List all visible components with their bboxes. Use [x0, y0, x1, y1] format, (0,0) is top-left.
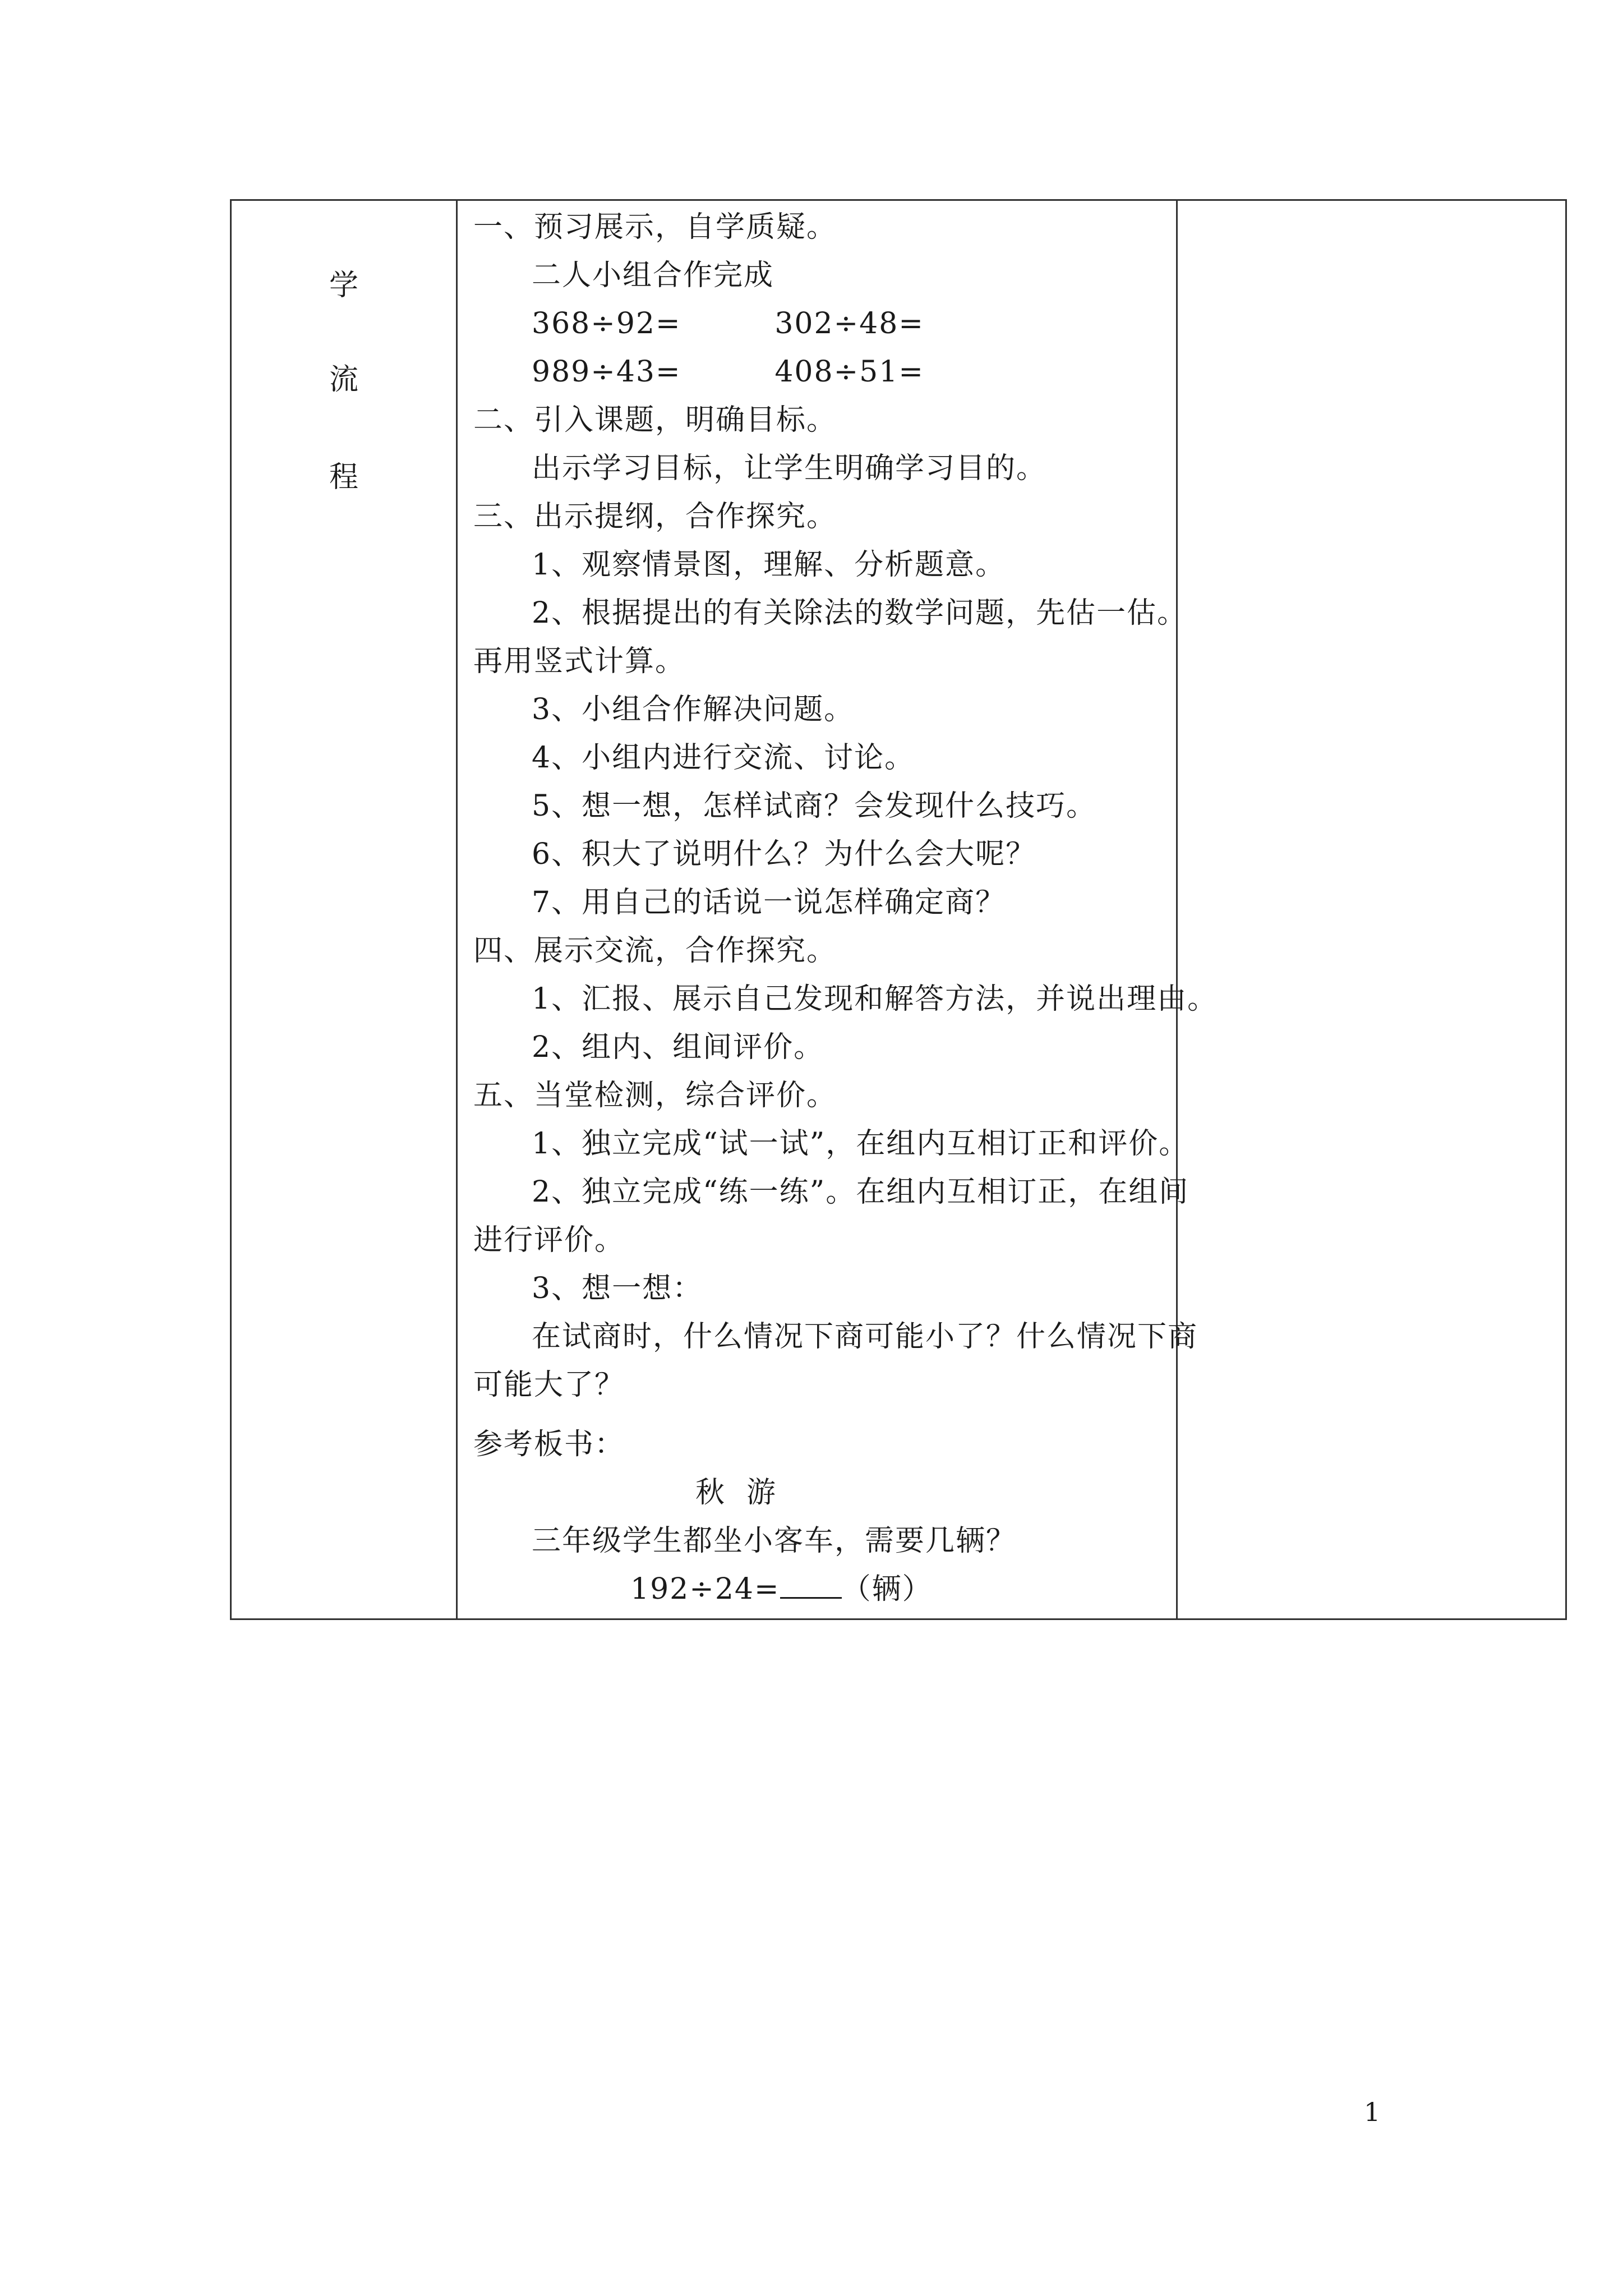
process-content-cell: [457, 200, 1218, 1619]
board-title: 秋 游: [695, 1476, 777, 1510]
board-equation: [473, 1565, 1176, 1613]
process-line: 二、引入课题，明确目标。: [473, 403, 837, 437]
label-char: 流: [329, 363, 358, 397]
process-line: 1、汇报、展示自己发现和解答方法，并说出理由。: [532, 982, 1218, 1016]
process-content: [458, 201, 1218, 1613]
process-line: 进行评价。: [473, 1223, 625, 1257]
process-line: 可能大了？: [473, 1368, 625, 1402]
process-line: 2、独立完成“练一练”。在组内互相订正，在组间: [532, 1175, 1189, 1209]
process-line: 3、小组合作解决问题。: [532, 693, 855, 726]
process-line: 2、根据提出的有关除法的数学问题，先估一估。: [532, 596, 1188, 630]
equation-right: （辆）: [841, 1572, 933, 1606]
process-line: 五、当堂检测，综合评价。: [473, 1079, 837, 1112]
process-line: 四、展示交流，合作探究。: [473, 934, 837, 968]
board-question: 三年级学生都坐小客车，需要几辆？: [532, 1524, 1017, 1558]
process-line: 6、积大了说明什么？为什么会大呢？: [532, 838, 1036, 871]
process-line: 2、组内、组间评价。: [532, 1030, 824, 1064]
process-line: 1、观察情景图，理解、分析题意。: [532, 548, 1006, 582]
page-number: 1: [1364, 2097, 1381, 2127]
process-line: 一、预习展示，自学质疑。: [473, 210, 837, 244]
label-char: 程: [329, 461, 358, 494]
notes-cell: [1177, 200, 1566, 1619]
process-line: 3、想一想：: [532, 1272, 703, 1305]
vertical-label: [232, 201, 456, 1618]
process-lines: [473, 203, 1218, 1409]
process-line: 5、想一想，怎样试商？会发现什么技巧。: [532, 789, 1097, 823]
process-line: 二人小组合作完成: [532, 259, 774, 292]
lesson-table: [230, 199, 1567, 1620]
process-line: 1、独立完成“试一试”，在组内互相订正和评价。: [532, 1127, 1189, 1161]
label-char: 学: [329, 269, 358, 302]
process-line: 368÷92= 302÷48=: [532, 307, 924, 341]
board-label: 参考板书：: [473, 1428, 625, 1461]
section-label-cell: [231, 200, 457, 1619]
equation-left: 192÷24=: [630, 1572, 780, 1606]
process-line: 4、小组内进行交流、讨论。: [532, 741, 915, 775]
process-line: 出示学习目标，让学生明确学习目的。: [532, 452, 1047, 485]
process-line: 三、出示提纲，合作探究。: [473, 500, 837, 533]
process-line: 再用竖式计算。: [473, 645, 686, 678]
process-line: 在试商时，什么情况下商可能小了？什么情况下商: [532, 1320, 1198, 1354]
process-line: 7、用自己的话说一说怎样确定商？: [532, 886, 1006, 919]
answer-blank: [780, 1568, 842, 1599]
process-line: 989÷43= 408÷51=: [532, 355, 924, 389]
